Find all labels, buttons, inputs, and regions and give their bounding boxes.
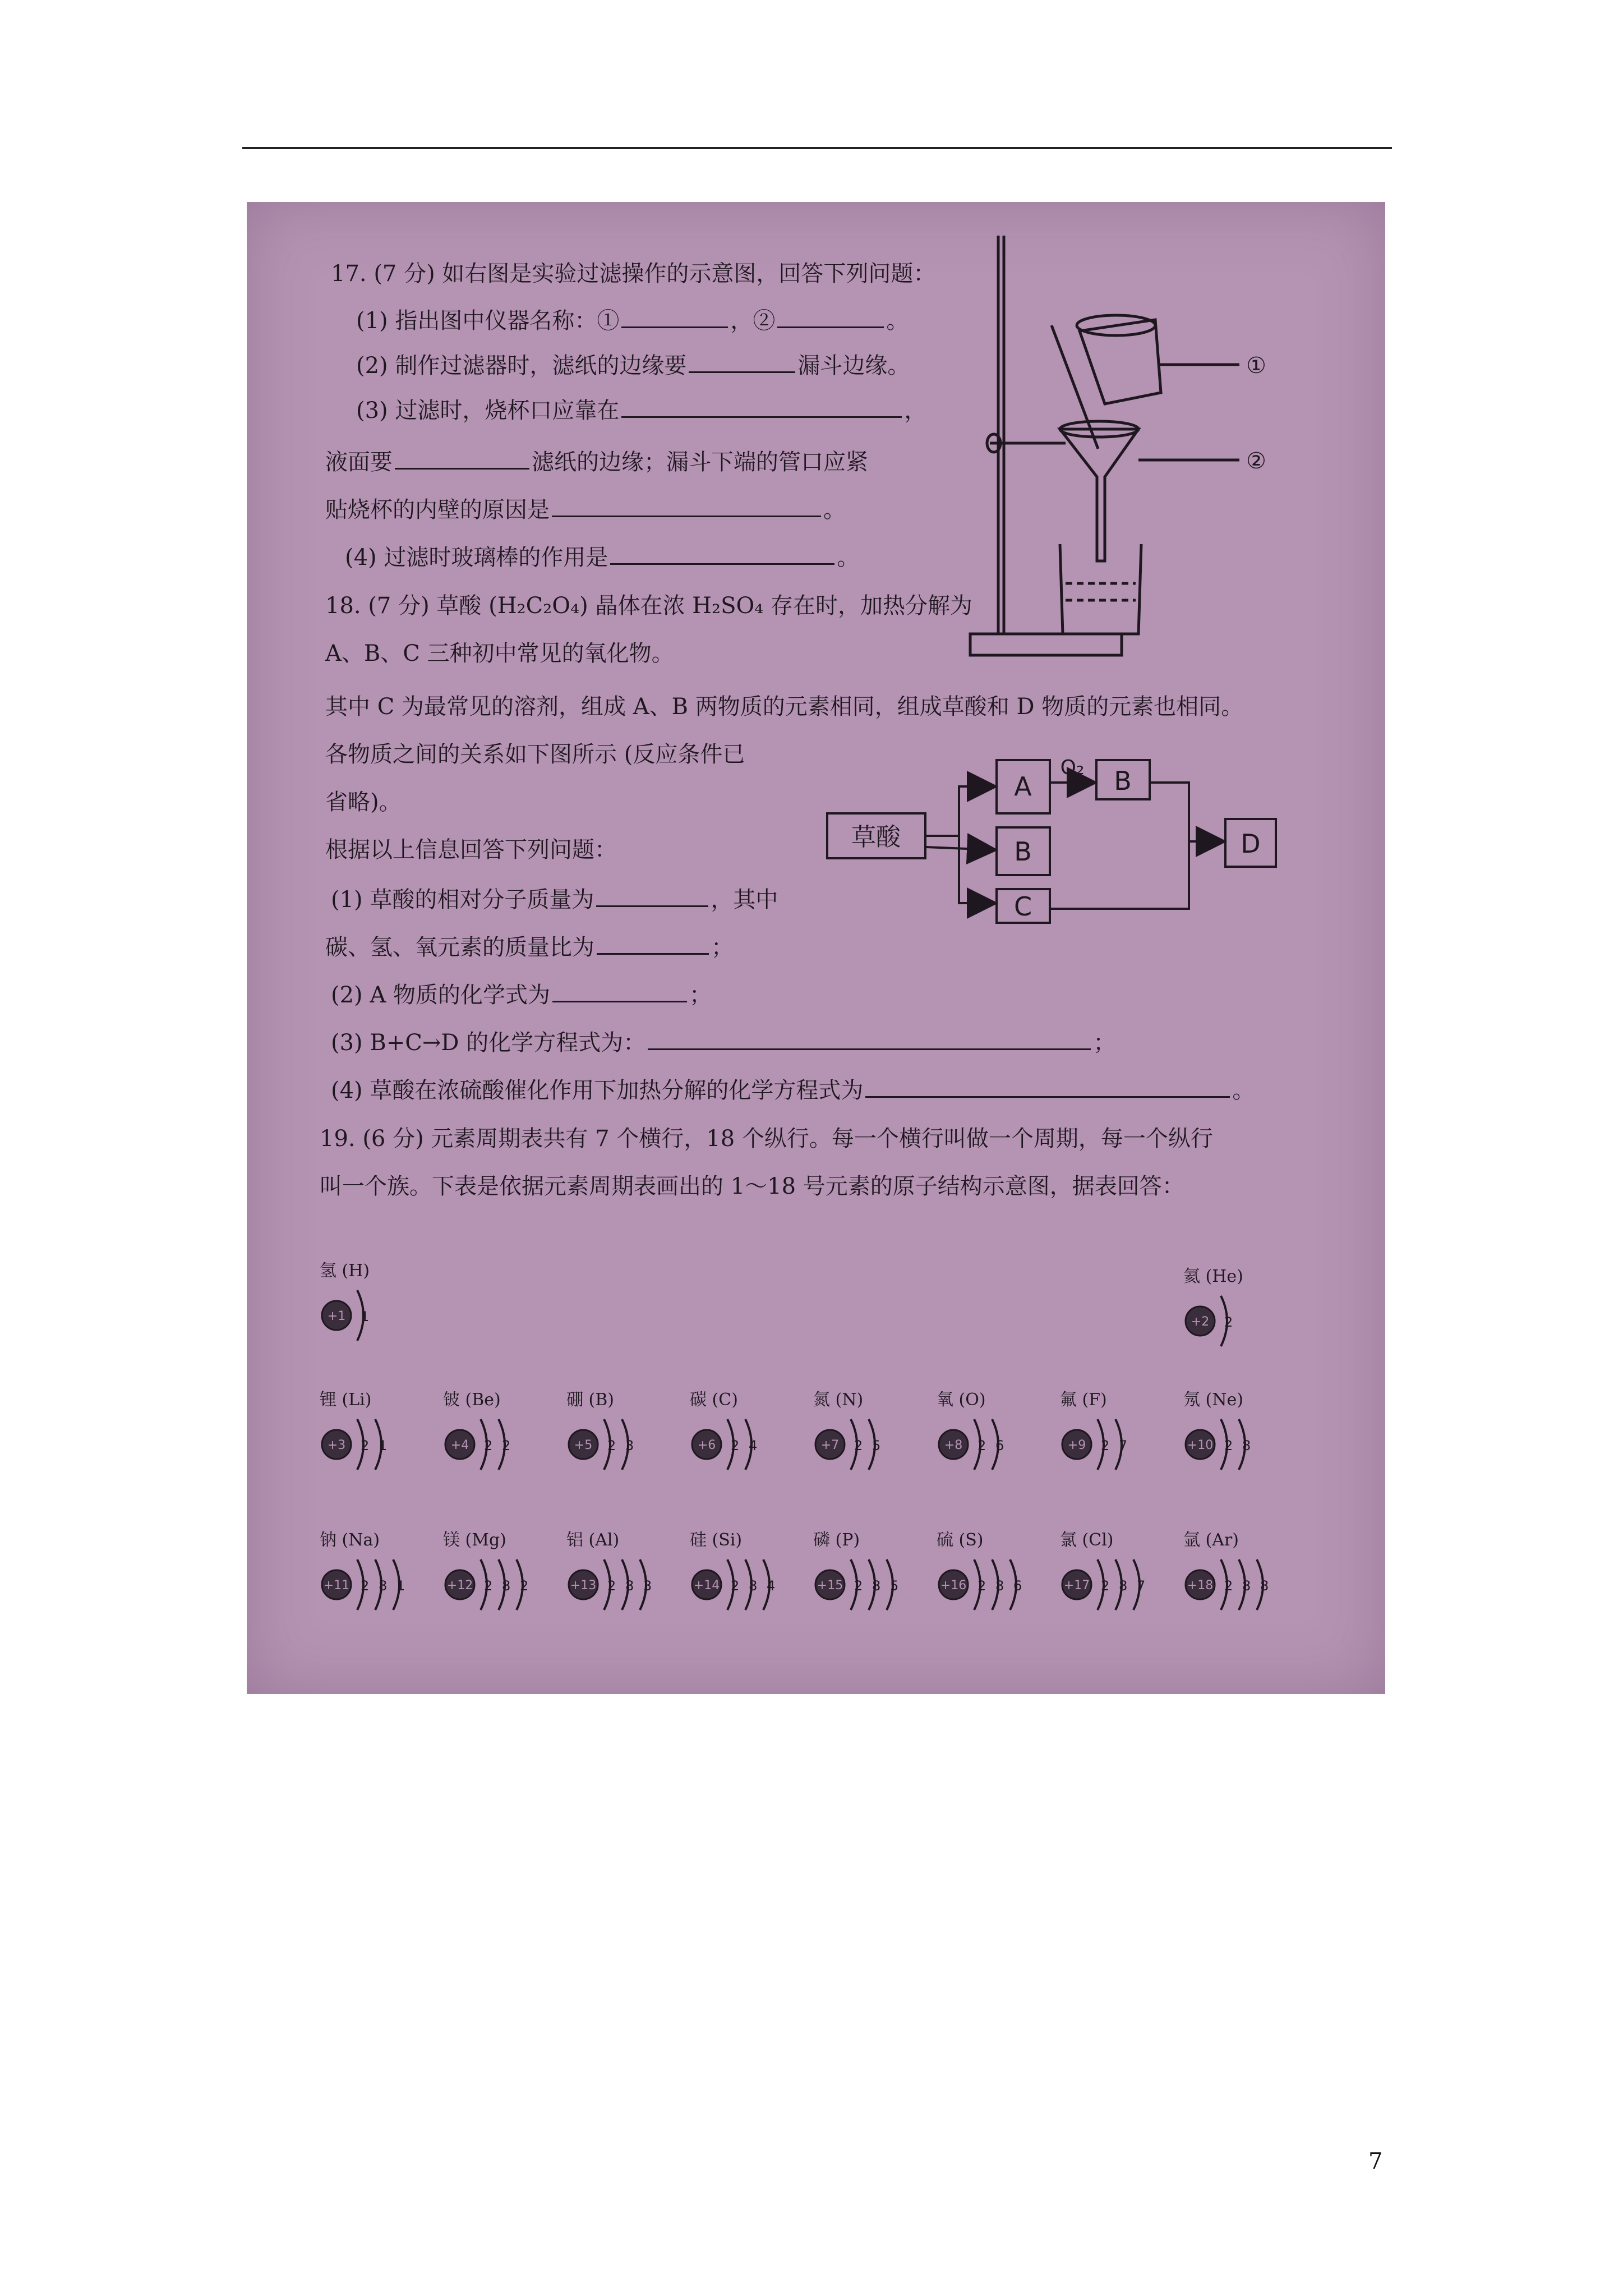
element-label: 磷 (P) xyxy=(813,1530,860,1550)
element-label: 钠 (Na) xyxy=(320,1530,380,1550)
reaction-diagram xyxy=(819,735,1279,926)
q18-line5: 省略)。 xyxy=(325,789,402,815)
element-label: 碳 (C) xyxy=(690,1390,738,1410)
electron-count: 2 xyxy=(484,1438,493,1453)
label-a: A xyxy=(1014,771,1032,802)
answer-blank[interactable] xyxy=(865,1077,1230,1098)
funnel xyxy=(1060,429,1138,561)
nucleus-charge: +5 xyxy=(574,1438,593,1452)
atom-structure-diagram xyxy=(1057,1411,1169,1484)
q18-part3-text: (3) B+C→D 的化学方程式为： xyxy=(331,1030,646,1056)
nucleus-charge: +12 xyxy=(446,1579,473,1593)
q17-part1-end: 。 xyxy=(886,308,909,334)
element-label: 氦 (He) xyxy=(1183,1267,1243,1286)
electron-count: 2 xyxy=(1101,1578,1110,1594)
atom-structure-diagram xyxy=(317,1282,429,1355)
q19-line2: 叫一个族。下表是依据元素周期表画出的 1～18 号元素的原子结构示意图，据表回答： xyxy=(320,1174,1184,1199)
nucleus-charge: +18 xyxy=(1187,1579,1214,1593)
q18-part3-end: ； xyxy=(1093,1030,1116,1056)
nucleus-charge: +2 xyxy=(1191,1315,1210,1329)
stand-base xyxy=(970,634,1122,655)
q17-part2-text2: 漏斗边缘。 xyxy=(797,353,910,379)
electron-count: 4 xyxy=(749,1438,758,1453)
q17-part4 xyxy=(345,544,859,569)
label-b2: B xyxy=(1114,766,1132,796)
marker-1: ① xyxy=(1246,353,1266,379)
q17-part3 xyxy=(356,397,926,422)
label-o2: O₂ xyxy=(1060,756,1085,779)
q18-part3 xyxy=(331,1029,1115,1054)
q18-part4-end: 。 xyxy=(1232,1078,1255,1103)
electron-count: 2 xyxy=(854,1438,863,1453)
marker-2: ② xyxy=(1246,448,1266,474)
exam-photo xyxy=(247,202,1385,1694)
element-label: 镁 (Mg) xyxy=(443,1530,506,1550)
q17-part3-end2: 。 xyxy=(823,497,846,523)
q18-part2-text: (2) A 物质的化学式为 xyxy=(331,982,550,1008)
electron-count: 8 xyxy=(379,1578,388,1594)
q18-part1-end: ； xyxy=(711,935,734,960)
electron-count: 2 xyxy=(978,1438,986,1453)
q17-part4-text: (4) 过滤时玻璃棒的作用是 xyxy=(345,545,608,570)
atom-structure-diagram xyxy=(1181,1411,1293,1484)
q17-part3-end: ， xyxy=(904,398,927,424)
electron-count: 2 xyxy=(607,1438,616,1453)
electron-count: 2 xyxy=(1224,1578,1233,1594)
atom-structure-diagram xyxy=(1057,1551,1169,1624)
q17-part3-text4: 滤纸的边缘；漏斗下端的管口应紧 xyxy=(532,449,868,475)
atom-structure-diagram xyxy=(440,1411,552,1484)
electron-count: 2 xyxy=(607,1578,616,1594)
header-rule xyxy=(242,147,1392,149)
q17-title: 17. (7 分) 如右图是实验过滤操作的示意图，回答下列问题： xyxy=(331,261,936,287)
electron-count: 8 xyxy=(749,1578,758,1594)
collecting-beaker xyxy=(1060,544,1141,634)
electron-count: 2 xyxy=(1101,1438,1110,1453)
electron-count: 2 xyxy=(978,1578,986,1594)
answer-blank[interactable] xyxy=(597,934,709,955)
electron-count: 2 xyxy=(484,1578,493,1594)
electron-count: 5 xyxy=(872,1438,881,1453)
electron-count: 7 xyxy=(1119,1438,1128,1453)
q18-part4-text: (4) 草酸在浓硫酸催化作用下加热分解的化学方程式为 xyxy=(331,1078,864,1103)
q19-title: 19. (6 分) 元素周期表共有 7 个横行，18 个纵行。每一个横行叫做一个周期，每一个纵行 xyxy=(320,1126,1213,1152)
element-label: 锂 (Li) xyxy=(320,1390,372,1410)
atom-structure-diagram xyxy=(934,1411,1046,1484)
answer-blank[interactable] xyxy=(777,307,884,328)
answer-blank[interactable] xyxy=(621,397,902,418)
electron-count: 2 xyxy=(854,1578,863,1594)
label-c: C xyxy=(1013,891,1032,922)
q18-part1-text3: 碳、氢、氧元素的质量比为 xyxy=(325,935,594,960)
electron-count: 8 xyxy=(995,1578,1004,1594)
atom-structure-diagram xyxy=(440,1551,552,1624)
atom-structure-diagram xyxy=(317,1411,429,1484)
electron-count: 2 xyxy=(520,1578,529,1594)
q18-part1-line2 xyxy=(325,934,734,959)
electron-count: 1 xyxy=(396,1578,405,1594)
element-label: 氯 (Cl) xyxy=(1060,1530,1114,1550)
electron-count: 8 xyxy=(1242,1438,1251,1453)
atom-structure-diagram xyxy=(564,1551,676,1624)
nucleus-charge: +6 xyxy=(697,1438,716,1452)
nucleus-charge: +8 xyxy=(944,1438,963,1452)
electron-count: 2 xyxy=(731,1438,740,1453)
q18-line3: 其中 C 为最常见的溶剂，组成 A、B 两物质的元素相同，组成草酸和 D 物质的元素也相同。 xyxy=(325,694,1244,720)
element-label: 氮 (N) xyxy=(813,1390,864,1410)
answer-blank[interactable] xyxy=(621,307,728,328)
label-b: B xyxy=(1014,836,1032,867)
element-label: 硅 (Si) xyxy=(690,1530,743,1550)
element-label: 硼 (B) xyxy=(566,1390,614,1410)
q18-part2-end: ； xyxy=(689,982,712,1008)
electron-count: 6 xyxy=(1013,1578,1022,1594)
electron-count: 8 xyxy=(502,1578,511,1594)
electron-count: 2 xyxy=(361,1578,370,1594)
q18-part4 xyxy=(331,1077,1255,1102)
atom-structure-diagram xyxy=(317,1551,429,1624)
q17-part2 xyxy=(356,352,910,377)
answer-blank[interactable] xyxy=(395,449,529,470)
q18-part2 xyxy=(331,982,712,1006)
nucleus-charge: +9 xyxy=(1067,1438,1086,1452)
electron-count: 2 xyxy=(1224,1438,1233,1453)
electron-count: 2 xyxy=(731,1578,740,1594)
electron-count: 8 xyxy=(1119,1578,1128,1594)
atom-structure-diagram xyxy=(934,1551,1046,1624)
q17-part4-end: 。 xyxy=(837,545,860,570)
nucleus-charge: +4 xyxy=(450,1438,469,1452)
q17-part1-text2: ，② xyxy=(730,308,776,334)
q18-line4: 各物质之间的关系如下图所示 (反应条件已 xyxy=(325,742,745,767)
q17-part3-text5: 贴烧杯的内壁的原因是 xyxy=(325,497,550,523)
q18-line6: 根据以上信息回答下列问题： xyxy=(325,837,617,863)
element-label: 氧 (O) xyxy=(937,1390,986,1410)
atom-structure-diagram xyxy=(1181,1287,1293,1360)
nucleus-charge: +17 xyxy=(1063,1579,1090,1593)
element-label: 氩 (Ar) xyxy=(1183,1530,1239,1550)
nucleus-charge: +14 xyxy=(693,1579,720,1593)
electron-count: 3 xyxy=(643,1578,652,1594)
electron-count: 2 xyxy=(1224,1314,1233,1330)
q17-part2-text: (2) 制作过滤器时，滤纸的边缘要 xyxy=(356,353,687,379)
element-label: 氢 (H) xyxy=(320,1261,370,1281)
answer-blank[interactable] xyxy=(552,496,821,517)
nucleus-charge: +10 xyxy=(1187,1438,1214,1452)
atom-structure-diagram xyxy=(687,1551,799,1624)
nucleus-charge: +1 xyxy=(327,1309,346,1323)
nucleus-charge: +13 xyxy=(570,1579,597,1593)
electron-count: 2 xyxy=(502,1438,511,1453)
nucleus-charge: +16 xyxy=(940,1579,967,1593)
answer-blank[interactable] xyxy=(689,352,795,373)
nucleus-charge: +3 xyxy=(327,1438,346,1452)
electron-count: 8 xyxy=(1260,1578,1269,1594)
q18-line2: A、B、C 三种初中常见的氧化物。 xyxy=(325,641,674,666)
q18-part1 xyxy=(331,886,778,911)
electron-count: 1 xyxy=(379,1438,388,1453)
q17-part3-line3 xyxy=(325,496,846,521)
q18-title: 18. (7 分) 草酸 (H₂C₂O₄) 晶体在浓 H₂SO₄ 存在时，加热分解为 xyxy=(325,593,973,619)
q17-part3-text3: 液面要 xyxy=(325,449,393,475)
atom-structure-diagram xyxy=(564,1411,676,1484)
atom-structure-diagram xyxy=(810,1551,923,1624)
element-label: 铍 (Be) xyxy=(443,1390,501,1410)
source-label: 草酸 xyxy=(851,823,901,852)
electron-count: 4 xyxy=(767,1578,776,1594)
answer-blank[interactable] xyxy=(610,544,834,565)
electron-count: 1 xyxy=(361,1309,370,1324)
answer-blank[interactable] xyxy=(648,1029,1091,1050)
q17-part3-text: (3) 过滤时，烧杯口应靠在 xyxy=(356,398,620,424)
q17-part1-text: (1) 指出图中仪器名称：① xyxy=(356,308,620,334)
electron-count: 5 xyxy=(890,1578,899,1594)
atom-structure-diagram xyxy=(687,1411,799,1484)
answer-blank[interactable] xyxy=(596,886,708,907)
q17-part3-line2 xyxy=(325,449,868,473)
element-label: 氟 (F) xyxy=(1060,1390,1107,1410)
nucleus-charge: +7 xyxy=(820,1438,840,1452)
label-d: D xyxy=(1241,829,1261,859)
electron-count: 8 xyxy=(872,1578,881,1594)
nucleus-charge: +11 xyxy=(323,1579,350,1593)
element-label: 氖 (Ne) xyxy=(1183,1390,1243,1410)
electron-count: 6 xyxy=(995,1438,1004,1453)
element-label: 硫 (S) xyxy=(937,1530,984,1550)
element-label: 铝 (Al) xyxy=(566,1530,620,1550)
atom-structure-diagram xyxy=(810,1411,923,1484)
q18-part1-text: (1) 草酸的相对分子质量为 xyxy=(331,887,594,913)
q18-part1-text2: ，其中 xyxy=(711,887,778,913)
filtration-apparatus-diagram xyxy=(948,224,1284,662)
electron-count: 7 xyxy=(1137,1578,1146,1594)
nucleus-charge: +15 xyxy=(817,1579,843,1593)
q17-part1 xyxy=(356,307,909,332)
answer-blank[interactable] xyxy=(552,982,687,1002)
electron-count: 8 xyxy=(625,1578,634,1594)
electron-count: 3 xyxy=(625,1438,634,1453)
page-number: 7 xyxy=(1368,2148,1383,2174)
electron-count: 2 xyxy=(361,1438,370,1453)
electron-count: 8 xyxy=(1242,1578,1251,1594)
atom-structure-diagram xyxy=(1181,1551,1293,1624)
